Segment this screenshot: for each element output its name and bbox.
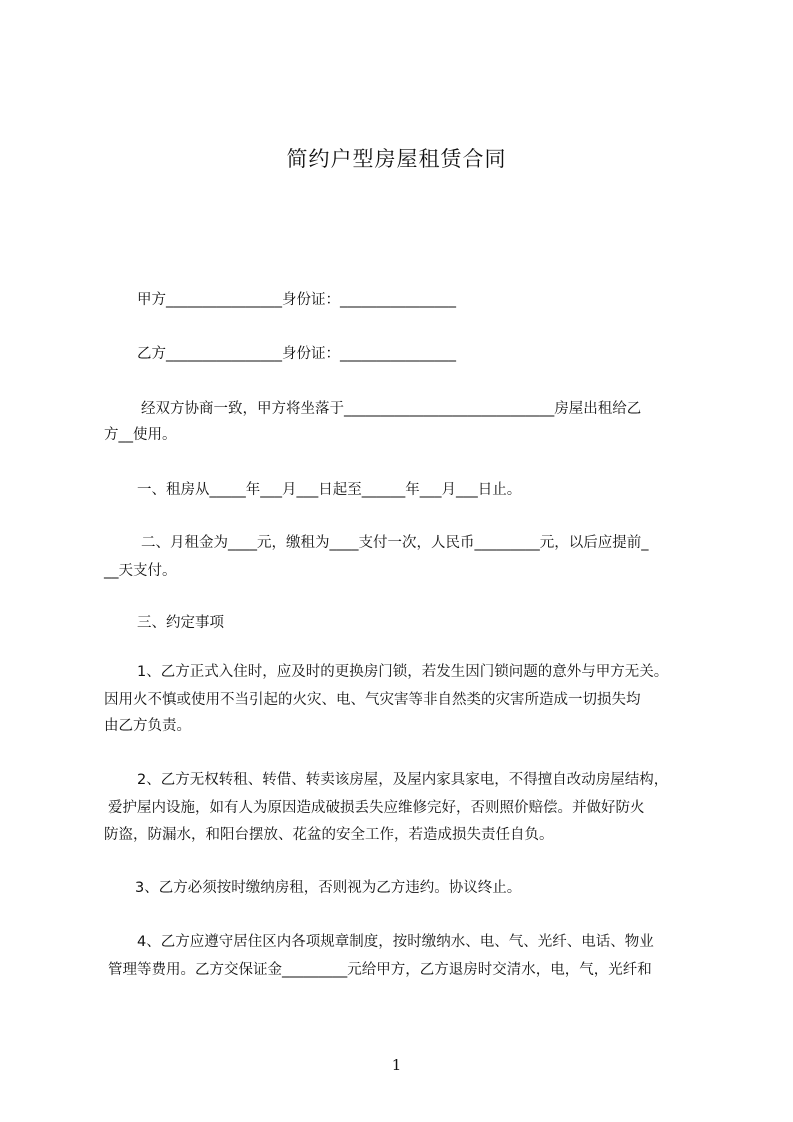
item-1-line: 1、乙方正式入住时，应及时的更换房门锁，若发生因门锁问题的意外与甲方无关。 bbox=[137, 664, 669, 680]
page-number: 1 bbox=[391, 1056, 402, 1074]
item-1-line: 由乙方负责。 bbox=[104, 718, 191, 734]
party-a-line: 甲方________________身份证：________________ bbox=[137, 292, 456, 308]
paragraph-line: 方__使用。 bbox=[104, 427, 177, 443]
clause-2-line: 二、月租金为____元，缴租为____支付一次，人民币_________元，以后应提前_ bbox=[141, 535, 649, 551]
paragraph-line: 经双方协商一致，甲方将坐落于_____________________________房屋出租给乙 bbox=[141, 401, 642, 417]
item-3-line: 3、乙方必须按时缴纳房租，否则视为乙方违约。协议终止。 bbox=[135, 880, 522, 896]
document-title: 简约户型房屋租赁合同 bbox=[286, 147, 507, 171]
item-2-line: 防盗，防漏水，和阳台摆放、花盆的安全工作，若造成损失责任自负。 bbox=[104, 827, 554, 843]
item-4-line: 管理等费用。乙方交保证金_________元给甲方，乙方退房时交清水，电，气，光纤和 bbox=[108, 962, 652, 978]
clause-3-heading: 三、约定事项 bbox=[137, 615, 224, 631]
item-2-line: 爱护屋内设施，如有人为原因造成破损丢失应维修完好，否则照价赔偿。并做好防火 bbox=[108, 800, 645, 816]
party-b-line: 乙方________________身份证：________________ bbox=[137, 346, 456, 362]
clause-2-line: __天支付。 bbox=[104, 563, 177, 579]
item-2-line: 2、乙方无权转租、转借、转卖该房屋，及屋内家具家电，不得擅自改动房屋结构， bbox=[137, 772, 669, 788]
item-4-line: 4、乙方应遵守居住区内各项规章制度，按时缴纳水、电、气、光纤、电话、物业 bbox=[137, 934, 654, 950]
clause-1-line: 一、租房从_____年___月___日起至______年___月___日止。 bbox=[137, 482, 522, 498]
item-1-line: 因用火不慎或使用不当引起的火灾、电、气灾害等非自然类的灾害所造成一切损失均 bbox=[104, 692, 641, 708]
